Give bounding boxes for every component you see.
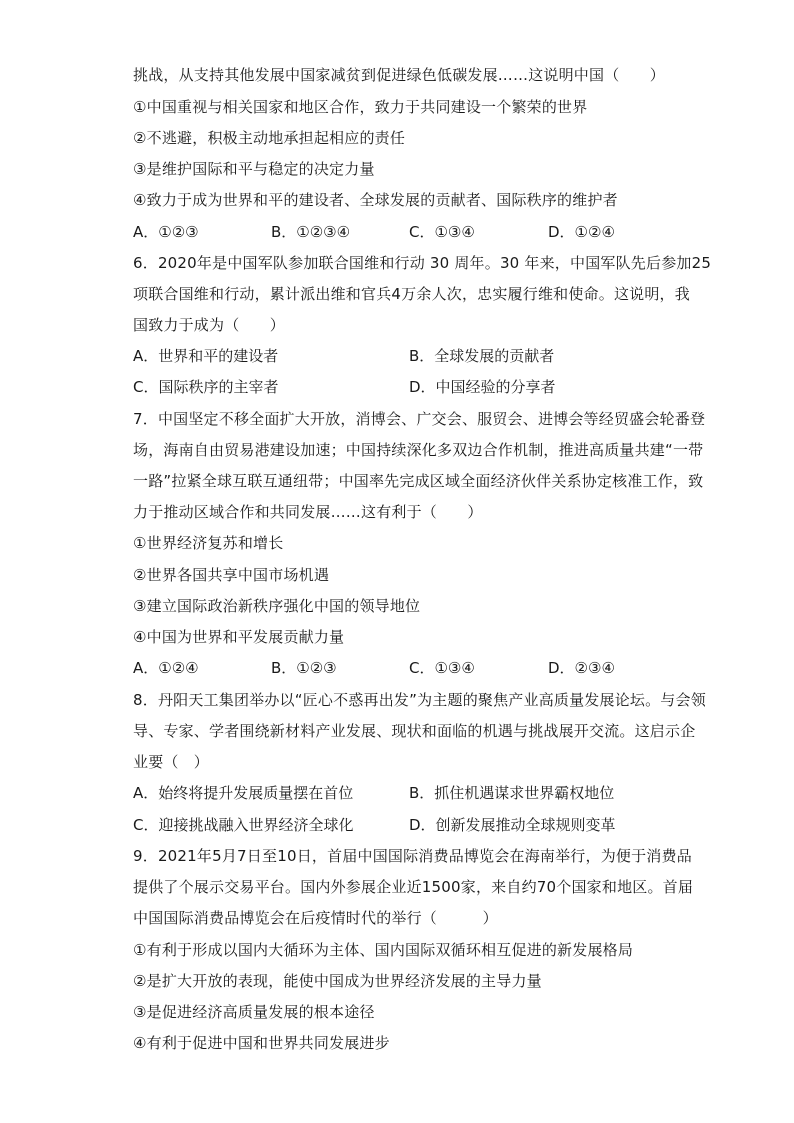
q8-option-b[interactable]: B．抓住机遇谋求世界霸权地位 bbox=[409, 784, 615, 802]
q6-option-a[interactable]: A．世界和平的建设者 bbox=[133, 347, 279, 365]
q7-statement-4: ④中国为世界和平发展贡献力量 bbox=[133, 628, 345, 646]
q7-option-b[interactable]: B．①②③ bbox=[271, 659, 337, 677]
q6-stem-line: 项联合国维和行动，累计派出维和官兵4万余人次，忠实履行维和使命。这说明，我 bbox=[133, 285, 690, 303]
q9-stem-line: 中国国际消费品博览会在后疫情时代的举行（ ） bbox=[133, 909, 498, 927]
q7-stem-line: 力于推动区域合作和共同发展……这有利于（ ） bbox=[133, 503, 483, 521]
q7-option-d[interactable]: D．②③④ bbox=[548, 659, 615, 677]
q6-option-b[interactable]: B．全球发展的贡献者 bbox=[409, 347, 555, 365]
q5-option-b[interactable]: B．①②③④ bbox=[271, 223, 351, 241]
q5-statement-1: ①中国重视与相关国家和地区合作，致力于共同建设一个繁荣的世界 bbox=[133, 98, 588, 116]
q7-statement-2: ②世界各国共享中国市场机遇 bbox=[133, 566, 330, 584]
q5-option-c[interactable]: C．①③④ bbox=[409, 223, 475, 241]
q8-stem-line: 8．丹阳天工集团举办以“匠心不惑再出发”为主题的聚焦产业高质量发展论坛。与会领 bbox=[133, 691, 706, 709]
q9-stem-line: 9．2021年5月7日至10日，首届中国国际消费品博览会在海南举行，为便于消费品 bbox=[133, 847, 692, 865]
q5-statement-3: ③是维护国际和平与稳定的决定力量 bbox=[133, 160, 375, 178]
q8-option-c[interactable]: C．迎接挑战融入世界经济全球化 bbox=[133, 816, 354, 834]
q9-stem-line: 提供了个展示交易平台。国内外参展企业近1500家，来自约70个国家和地区。首届 bbox=[133, 878, 694, 896]
q6-stem-line: 6．2020年是中国军队参加联合国维和行动 30 周年。30 年来，中国军队先后参加25 bbox=[133, 254, 712, 272]
q7-statement-3: ③建立国际政治新秩序强化中国的领导地位 bbox=[133, 597, 421, 615]
q8-stem-line: 业要（ ） bbox=[133, 753, 210, 771]
q5-stem-line: 挑战，从支持其他发展中国家减贫到促进绿色低碳发展……这说明中国（ ） bbox=[133, 66, 666, 84]
q5-statement-2: ②不逃避，积极主动地承担起相应的责任 bbox=[133, 129, 406, 147]
q7-stem-line: 一路”拉紧全球互联互通纽带；中国率先完成区域全面经济伙伴关系协定核准工作，致 bbox=[133, 472, 704, 490]
q6-option-d[interactable]: D．中国经验的分享者 bbox=[409, 378, 556, 396]
q9-statement-1: ①有利于形成以国内大循环为主体、国内国际双循环相互促进的新发展格局 bbox=[133, 941, 634, 959]
q7-stem-line: 7．中国坚定不移全面扩大开放，消博会、广交会、服贸会、进博会等经贸盛会轮番登 bbox=[133, 410, 706, 428]
q8-stem-line: 导、专家、学者围绕新材料产业发展、现状和面临的机遇与挑战展开交流。这启示企 bbox=[133, 722, 696, 740]
q7-option-c[interactable]: C．①③④ bbox=[409, 659, 475, 677]
q7-statement-1: ①世界经济复苏和增长 bbox=[133, 534, 284, 552]
q9-statement-2: ②是扩大开放的表现，能使中国成为世界经济发展的主导力量 bbox=[133, 972, 542, 990]
q5-option-d[interactable]: D．①②④ bbox=[548, 223, 615, 241]
q8-option-d[interactable]: D．创新发展推动全球规则变革 bbox=[409, 816, 616, 834]
q9-statement-3: ③是促进经济高质量发展的根本途径 bbox=[133, 1003, 375, 1021]
q7-option-a[interactable]: A．①②④ bbox=[133, 659, 199, 677]
q6-option-c[interactable]: C．国际秩序的主宰者 bbox=[133, 378, 279, 396]
q9-statement-4: ④有利于促进中国和世界共同发展进步 bbox=[133, 1034, 390, 1052]
q5-option-a[interactable]: A．①②③ bbox=[133, 223, 199, 241]
q8-option-a[interactable]: A．始终将提升发展质量摆在首位 bbox=[133, 784, 354, 802]
q5-statement-4: ④致力于成为世界和平的建设者、全球发展的贡献者、国际秩序的维护者 bbox=[133, 191, 618, 209]
q7-stem-line: 场，海南自由贸易港建设加速；中国持续深化多双边合作机制，推进高质量共建“一带 bbox=[133, 441, 704, 459]
q6-stem-line: 国致力于成为（ ） bbox=[133, 316, 286, 334]
